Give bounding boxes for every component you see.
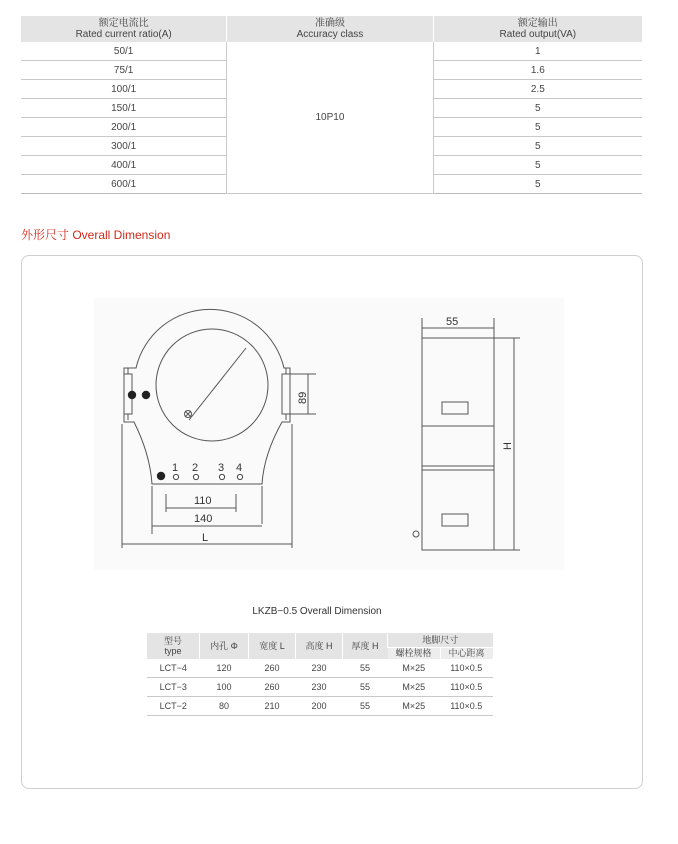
header-rated-output (433, 16, 642, 42)
ratio-cell: 150/1 (21, 99, 227, 118)
terminal-label: 4 (236, 462, 243, 474)
header-cn: 额定输出 (517, 18, 558, 29)
type-cell: LCT−3 (147, 678, 200, 697)
terminal-1 (173, 474, 178, 479)
dim-140-label: 140 (194, 513, 213, 525)
output-cell: 5 (433, 175, 642, 194)
header-height: 高度 H (296, 633, 343, 659)
dimension-table (147, 633, 493, 716)
height-cell: 230 (296, 678, 343, 697)
header-accuracy-class (227, 16, 433, 42)
output-cell: 1.6 (433, 61, 642, 80)
bore-cell: 80 (200, 697, 249, 716)
table-row (147, 697, 493, 716)
ratio-cell: 75/1 (21, 61, 227, 80)
header-bore: 内孔 Φ (200, 633, 249, 659)
header-type (147, 633, 200, 659)
ratio-cell: 600/1 (21, 175, 227, 194)
height-cell: 230 (296, 659, 343, 678)
ratings-header-row (21, 16, 642, 42)
section-title: 外形尺寸 Overall Dimension (21, 228, 171, 242)
ratio-cell: 50/1 (21, 42, 227, 61)
side-bolt-top (442, 402, 468, 414)
dim-89-label: 89 (297, 391, 309, 404)
terminal-label: 1 (172, 462, 179, 474)
output-cell: 5 (433, 99, 642, 118)
output-cell: 2.5 (433, 80, 642, 99)
bore-cell: 120 (200, 659, 249, 678)
output-cell: 1 (433, 42, 642, 61)
dim-L-label: L (202, 532, 209, 544)
width-cell: 260 (249, 678, 296, 697)
ratio-cell: 300/1 (21, 137, 227, 156)
header-cn: 型号 (163, 636, 182, 646)
height-cell: 200 (296, 697, 343, 716)
side-view-body (422, 338, 494, 550)
width-cell: 260 (249, 659, 296, 678)
bolt-cell: M×25 (388, 697, 441, 716)
center-cell: 110×0.5 (440, 678, 493, 697)
bolt-cell: M×25 (388, 659, 441, 678)
table-row (147, 659, 493, 678)
right-bracket (282, 374, 290, 414)
bracket-hole (142, 391, 150, 399)
table-row (21, 42, 642, 61)
header-en: Accuracy class (296, 29, 364, 40)
header-cn: 额定电流比 (98, 18, 149, 29)
width-cell: 210 (249, 697, 296, 716)
header-en: Rated output(VA) (499, 29, 577, 40)
dim-55-label: 55 (446, 316, 459, 328)
bore-circle (156, 329, 268, 441)
side-ground-screw (413, 531, 419, 537)
side-bolt-bottom (442, 514, 468, 526)
bracket-hole (128, 391, 136, 399)
center-cell: 110×0.5 (440, 659, 493, 678)
bore-diameter-line (189, 348, 246, 420)
ratio-cell: 400/1 (21, 156, 227, 175)
technical-drawing (94, 298, 564, 570)
thickness-cell: 55 (343, 697, 388, 716)
drawing-caption: LKZB−0.5 Overall Dimension (252, 606, 382, 617)
accuracy-class-cell: 10P10 (227, 42, 433, 194)
header-cn: 准确级 (314, 18, 345, 29)
bore-cell: 100 (200, 678, 249, 697)
terminal-2 (193, 474, 198, 479)
type-cell: LCT−4 (147, 659, 200, 678)
terminal-ground-dot (157, 472, 165, 480)
output-cell: 5 (433, 118, 642, 137)
header-en: type (164, 646, 182, 656)
header-width: 宽度 L (249, 633, 296, 659)
terminal-label: 2 (192, 462, 199, 474)
dim-H-label: H (502, 442, 514, 450)
dim-110-label: 110 (194, 495, 212, 507)
thickness-cell: 55 (343, 659, 388, 678)
dimension-header-row (147, 633, 493, 647)
drawing-svg (94, 298, 564, 570)
bolt-cell: M×25 (388, 678, 441, 697)
output-cell: 5 (433, 156, 642, 175)
terminal-label: 3 (218, 462, 225, 474)
ratio-cell: 200/1 (21, 118, 227, 137)
header-thickness: 厚度 H (343, 633, 388, 659)
header-rated-current-ratio (21, 16, 227, 42)
header-foot: 地脚尺寸 (388, 633, 493, 647)
ratings-table (21, 16, 642, 194)
thickness-cell: 55 (343, 678, 388, 697)
terminal-3 (219, 474, 224, 479)
terminal-4 (237, 474, 242, 479)
header-bolt: 螺栓规格 (388, 647, 441, 659)
type-cell: LCT−2 (147, 697, 200, 716)
ratio-cell: 100/1 (21, 80, 227, 99)
table-row (147, 678, 493, 697)
center-cell: 110×0.5 (440, 697, 493, 716)
header-center: 中心距离 (440, 647, 493, 659)
output-cell: 5 (433, 137, 642, 156)
header-en: Rated current ratio(A) (75, 29, 172, 40)
